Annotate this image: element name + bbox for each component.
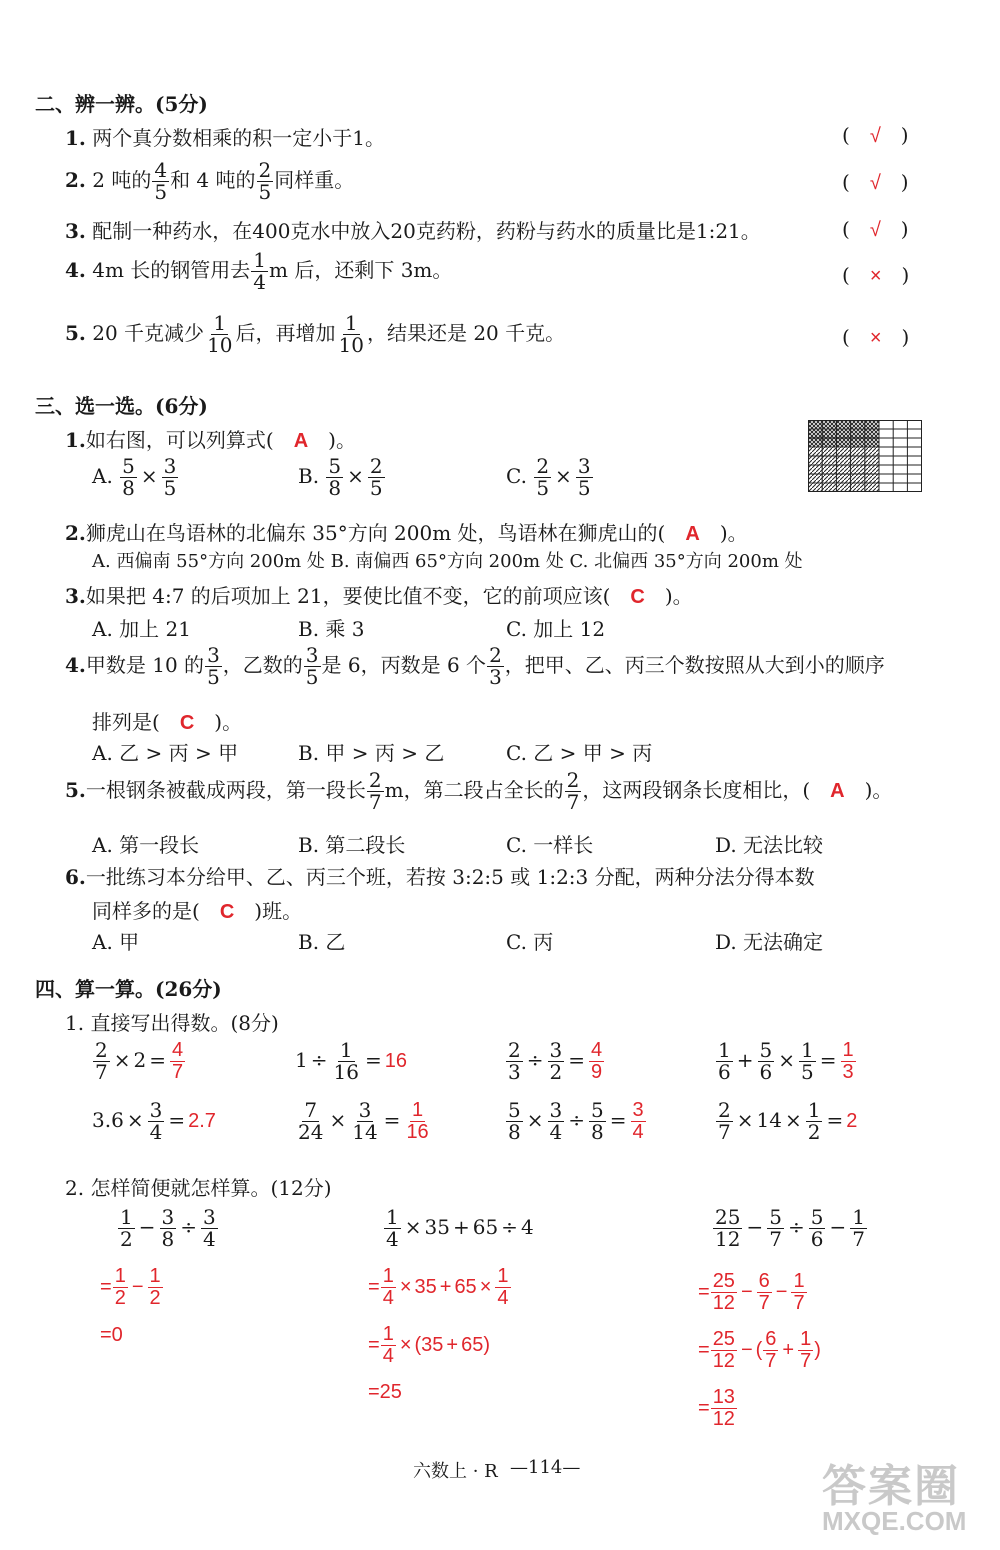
simplify-2-problem: $\frac{1}{4}$ × 35 + 65 ÷ 4	[386, 1205, 534, 1251]
choice-q1: 1.如右图，可以列算式( A )。	[65, 428, 356, 452]
page-footer-label: 六数上 · R	[413, 1461, 498, 1482]
shaded-fraction-grid-icon	[808, 420, 922, 492]
choice-q4-option-c: C. 乙 > 甲 > 丙	[506, 741, 653, 765]
simplify-1-problem: $\frac{1}{2}$ − $\frac{3}{8}$ ÷ $\frac{3}{4}$	[120, 1205, 216, 1251]
choice-q3-option-c: C. 加上 12	[506, 617, 606, 641]
judge-answer-5: ( × )	[842, 325, 910, 349]
watermark-logo: 答案圈	[822, 1462, 960, 1511]
calc-1-1: $\frac{2}{7}$ × 2 = $\frac{4}{7}$	[95, 1038, 184, 1084]
section-4-sub1: 1. 直接写出得数。(8分)	[65, 1011, 279, 1035]
section-4-sub2: 2. 怎样简便就怎样算。(12分)	[65, 1176, 332, 1200]
calc-1-3: $\frac{2}{3}$ ÷ $\frac{3}{2}$ = $\frac{4}{9}$	[508, 1038, 603, 1084]
calc-1-4: $\frac{1}{6}$ + $\frac{5}{6}$ × $\frac{1}{5}$ = $\frac{1}{3}$	[718, 1038, 854, 1084]
simplify-3-problem: $\frac{25}{12}$ − $\frac{5}{7}$ ÷ $\frac{5}{6}$ − $\frac{1}{7}$	[715, 1205, 865, 1251]
choice-q4-option-b: B. 甲 > 丙 > 乙	[298, 741, 445, 765]
choice-q5-option-d: D. 无法比较	[715, 833, 824, 857]
calc-2-1: 3.6 × $\frac{3}{4}$ = 2.7	[92, 1098, 216, 1144]
choice-q1-option-c: C. $\frac{2}{5}$ × $\frac{3}{5}$	[506, 454, 591, 500]
choice-q4-option-a: A. 乙 > 丙 > 甲	[92, 741, 239, 765]
choice-q4: 4.甲数是 10 的 $\frac{3}{5}$ ，乙数的 $\frac{3}{5}$ 是 6，丙数是 6 个 $\frac{2}{3}$ ，把甲、乙、丙三个数按照从大到小的顺序	[65, 643, 885, 689]
choice-q5-option-c: C. 一样长	[506, 833, 594, 857]
choice-q6: 6.一批练习本分给甲、乙、丙三个班，若按 3:2:5 或 1:2:3 分配，两种分法分得本数	[65, 865, 815, 889]
calc-2-4: $\frac{2}{7}$ × 14 × $\frac{1}{2}$ = 2	[718, 1098, 858, 1144]
simplify-1-result: =0	[100, 1324, 123, 1346]
calc-1-2: 1 ÷ $\frac{1}{16}$ = 16	[295, 1038, 407, 1084]
choice-q1-option-b: B. $\frac{5}{8}$ × $\frac{2}{5}$	[298, 454, 383, 500]
simplify-2-step1: = $\frac{1}{4}$ × 35 + 65 × $\frac{1}{4}$	[368, 1265, 509, 1309]
choice-q5-option-b: B. 第二段长	[298, 833, 406, 857]
choice-q2-options: A. 西偏南 55°方向 200m 处 B. 南偏西 65°方向 200m 处 C. 北偏西 35°方向 200m 处	[92, 551, 803, 572]
choice-q3: 3.如果把 4:7 的后项加上 21，要使比值不变，它的前项应该( C )。	[65, 584, 693, 608]
judge-answer-1: ( √ )	[842, 123, 909, 147]
section-2-title: 二、辨一辨。(5分)	[35, 92, 208, 116]
simplify-3-step2: = $\frac{25}{12}$ − ( $\frac{6}{7}$ + $\frac{1}{7}$ )	[698, 1328, 821, 1372]
simplify-2-result: =25	[368, 1381, 402, 1403]
simplify-3-step1: = $\frac{25}{12}$ − $\frac{6}{7}$ − $\frac{1}{7}$	[698, 1270, 805, 1314]
choice-q6-option-a: A. 甲	[92, 930, 140, 954]
choice-q6-option-d: D. 无法确定	[715, 930, 824, 954]
choice-q4-line2: 排列是( C )。	[92, 710, 243, 734]
judge-item-4: 4. 4m 长的钢管用去 $\frac{1}{4}$ m 后，还剩下 3m。	[65, 248, 453, 294]
choice-q3-option-b: B. 乘 3	[298, 617, 365, 641]
simplify-1-step1: = $\frac{1}{2}$ − $\frac{1}{2}$	[100, 1265, 161, 1309]
judge-item-2: 2. 2 吨的 $\frac{4}{5}$ 和 4 吨的 $\frac{2}{5}$ 同样重。	[65, 158, 355, 204]
judge-answer-2: ( √ )	[842, 170, 909, 194]
watermark-url: MXQE.COM	[822, 1506, 967, 1536]
choice-q3-option-a: A. 加上 21	[92, 617, 191, 641]
calc-2-2: $\frac{7}{24}$ × $\frac{3}{14}$ = $\frac{1}{16}$	[298, 1098, 429, 1144]
simplify-2-step2: = $\frac{1}{4}$ × (35 + 65)	[368, 1323, 490, 1367]
choice-q1-option-a: A. $\frac{5}{8}$ × $\frac{3}{5}$	[92, 454, 177, 500]
judge-answer-4: ( × )	[842, 263, 910, 287]
choice-q6-line2: 同样多的是( C )班。	[92, 899, 303, 923]
judge-item-1: 1. 两个真分数相乘的积一定小于1。	[65, 126, 385, 150]
choice-q5: 5.一根钢条被截成两段，第一段长 $\frac{2}{7}$ m，第二段占全长的 $\frac{2}{7}$ ，这两段钢条长度相比，( A )。	[65, 768, 893, 814]
section-4-title: 四、算一算。(26分)	[35, 977, 222, 1001]
section-3-title: 三、选一选。(6分)	[35, 394, 208, 418]
choice-q6-option-c: C. 丙	[506, 930, 554, 954]
calc-2-3: $\frac{5}{8}$ × $\frac{3}{4}$ ÷ $\frac{5}{8}$ = $\frac{3}{4}$	[508, 1098, 644, 1144]
simplify-3-result: = $\frac{13}{12}$	[698, 1386, 735, 1430]
judge-answer-3: ( √ )	[842, 217, 909, 241]
choice-q5-option-a: A. 第一段长	[92, 833, 200, 857]
choice-q2: 2.狮虎山在鸟语林的北偏东 35°方向 200m 处，鸟语林在狮虎山的( A )。	[65, 521, 748, 545]
choice-q6-option-b: B. 乙	[298, 930, 346, 954]
judge-item-3: 3. 配制一种药水，在400克水中放入20克药粉，药粉与药水的质量比是1:21。	[65, 219, 761, 243]
page-number: —114—	[510, 1457, 581, 1478]
judge-item-5: 5. 20 千克减少 $\frac{1}{10}$ 后，再增加 $\frac{1}{10}$ ，结果还是 20 千克。	[65, 311, 566, 357]
